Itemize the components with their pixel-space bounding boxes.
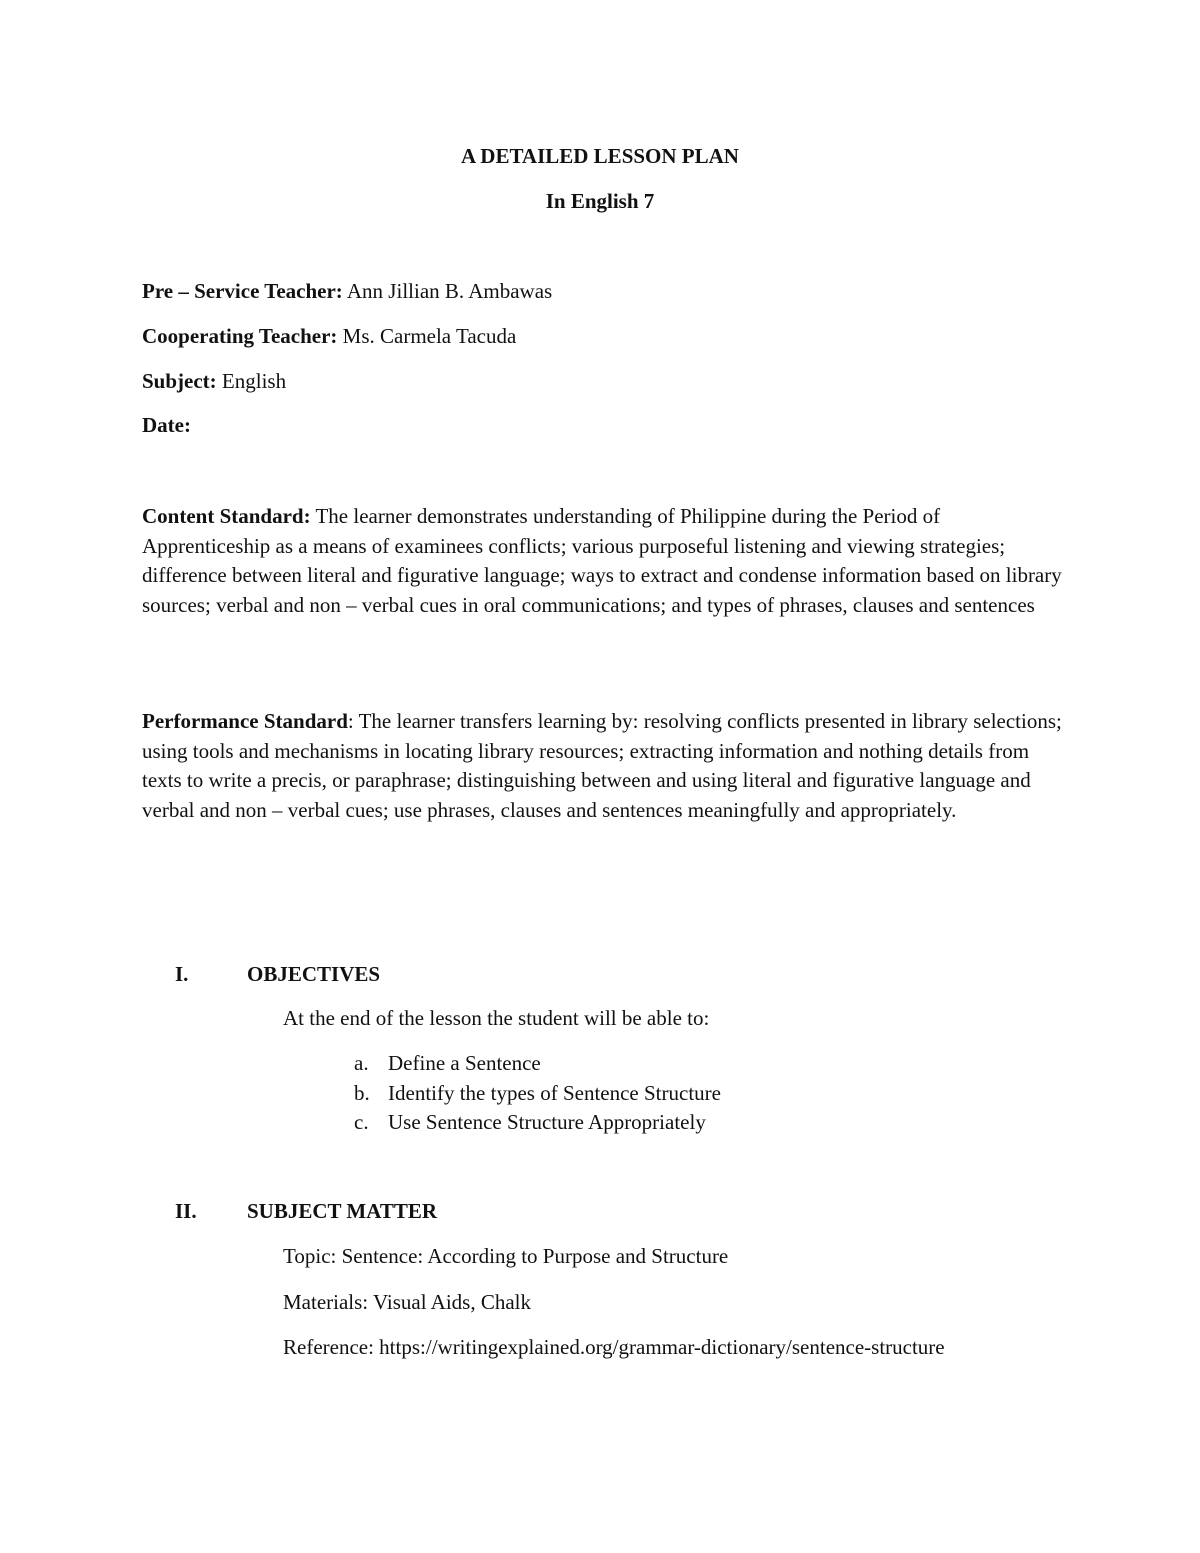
objectives-heading: OBJECTIVES <box>247 962 381 986</box>
performance-standard-text: : The learner transfers learning by: resolving conflicts presented in library selections; using tools and mechanisms in locating library resources; extracting information and nothing details from texts to write a precis, or paraphrase; distinguishing between and using literal and figurative language and verbal and non – verbal cues; use phrases, clauses and sentences meaningfully and appropriately. <box>142 709 1062 822</box>
pre-service-teacher-label: Pre – Service Teacher: <box>142 279 343 303</box>
subject-matter-topic: Topic: Sentence: According to Purpose and Structure <box>283 1244 729 1268</box>
document-subtitle: In English 7 <box>545 189 655 213</box>
subject-matter-materials: Materials: Visual Aids, Chalk <box>283 1290 532 1314</box>
performance-standard-paragraph <box>142 707 1062 825</box>
subject-matter-number: II. <box>175 1199 197 1223</box>
objective-letter: c. <box>354 1110 369 1134</box>
content-standard-text: The learner demonstrates understanding of Philippine during the Period of Apprenticeship as a means of examinees conflicts; various purposeful listening and viewing strategies; difference between literal and figurative language; ways to extract and condense information based on library sources; verbal and non – verbal cues in oral communications; and types of phrases, clauses and sentences <box>142 504 1062 617</box>
content-standard-label: Content Standard: <box>142 504 311 528</box>
subject-matter-reference: Reference: https://writingexplained.org/grammar-dictionary/sentence-structure <box>283 1335 945 1359</box>
pre-service-teacher-line <box>142 279 552 304</box>
cooperating-teacher-line <box>142 324 516 349</box>
objective-item: Identify the types of Sentence Structure <box>388 1081 721 1105</box>
objective-item: Define a Sentence <box>388 1051 541 1075</box>
cooperating-teacher-label: Cooperating Teacher: <box>142 324 338 348</box>
pre-service-teacher-value: Ann Jillian B. Ambawas <box>346 279 553 303</box>
objective-letter: a. <box>354 1051 369 1075</box>
cooperating-teacher-value: Ms. Carmela Tacuda <box>342 324 517 348</box>
objective-item: Use Sentence Structure Appropriately <box>388 1110 706 1134</box>
subject-line <box>142 369 286 394</box>
subject-value: English <box>221 369 287 393</box>
content-standard-paragraph <box>142 502 1062 620</box>
objectives-intro: At the end of the lesson the student will be able to: <box>283 1006 710 1030</box>
performance-standard-label: Performance Standard <box>142 709 348 733</box>
subject-label: Subject: <box>142 369 217 393</box>
date-line <box>142 413 191 438</box>
subject-matter-heading: SUBJECT MATTER <box>247 1199 438 1223</box>
objective-letter: b. <box>354 1081 370 1105</box>
document-title: A DETAILED LESSON PLAN <box>461 144 739 168</box>
date-label: Date: <box>142 413 191 437</box>
objectives-number: I. <box>175 962 189 986</box>
